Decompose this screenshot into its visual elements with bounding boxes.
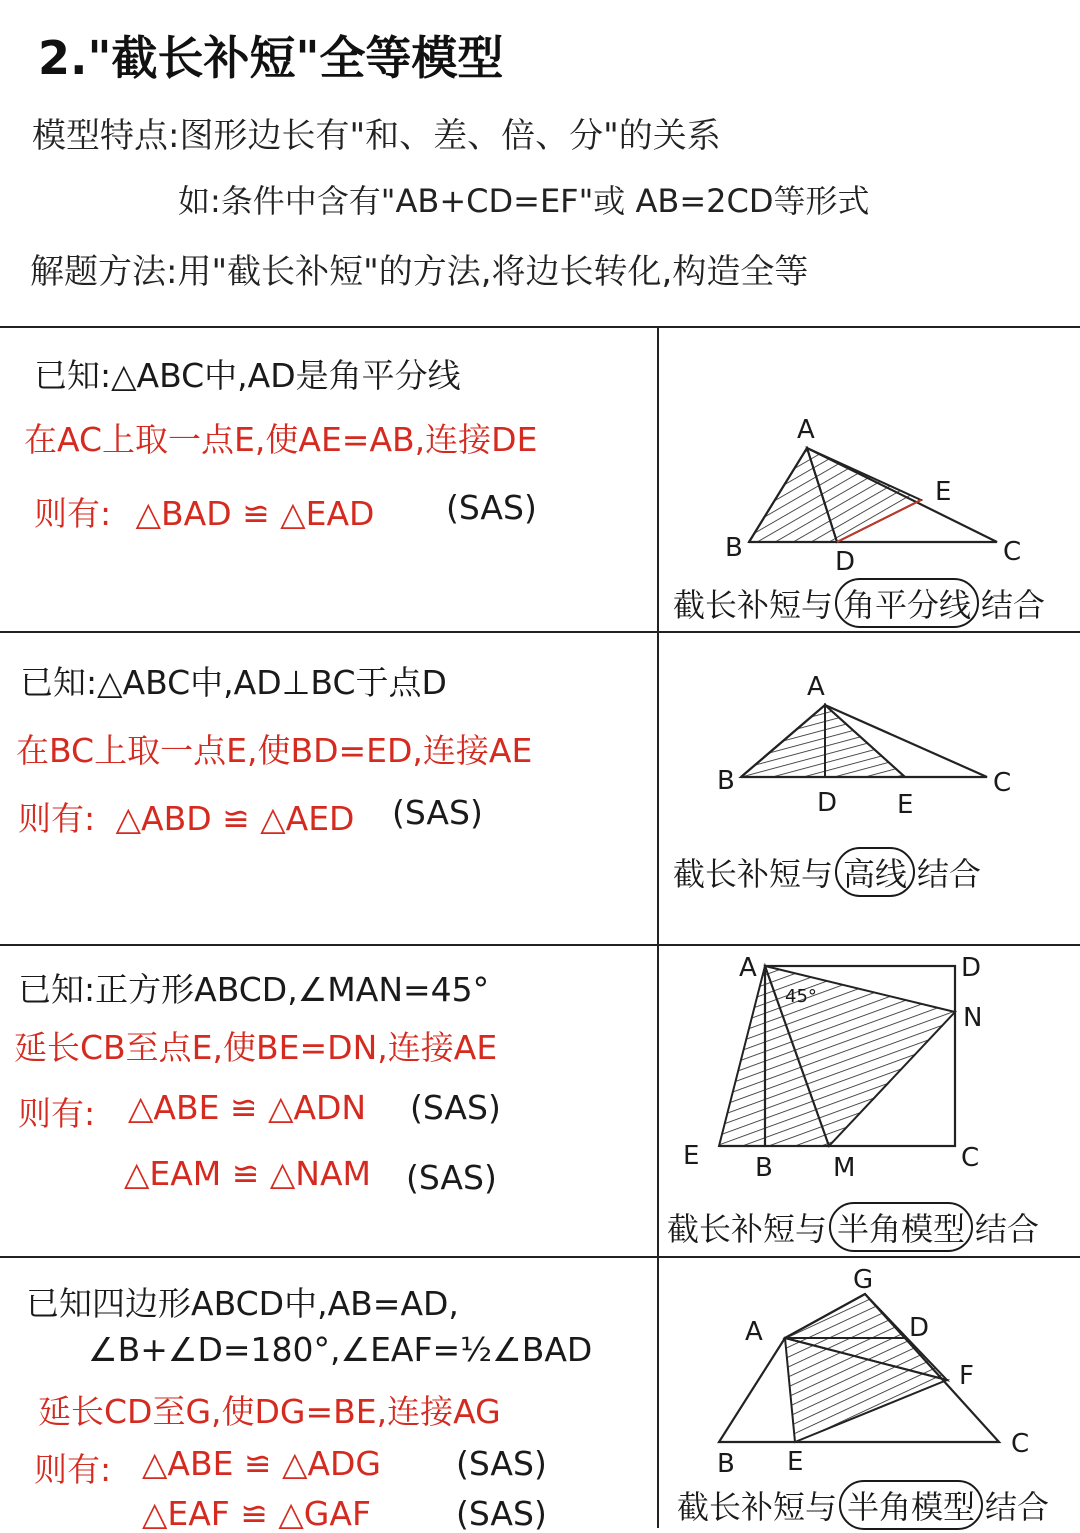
angle-mark-45: 45° (785, 986, 817, 1007)
caption-suffix: 结合 (975, 1210, 1040, 1248)
point-label-b: B (725, 533, 743, 563)
point-label-a: A (797, 415, 815, 445)
congruence-statement: △BAD ≌ △EAD (135, 494, 375, 533)
caption (667, 1202, 1039, 1252)
reason-text: (SAS) (406, 1158, 497, 1197)
caption-prefix: 截长补短与 (673, 855, 834, 893)
method-label: 解题方法: (30, 252, 178, 292)
reason-text: (SAS) (456, 1444, 547, 1483)
result-label: 则有: (34, 1450, 112, 1489)
caption-suffix: 结合 (985, 1488, 1050, 1526)
method-line (30, 244, 808, 293)
section-2-text (0, 633, 655, 944)
congruence-statement: △EAF ≌ △GAF (142, 1494, 371, 1533)
given-text: 已知:△ABC中,AD⊥BC于点D (20, 663, 447, 702)
point-label-a: A (745, 1317, 763, 1347)
section-3-text (0, 946, 655, 1256)
point-label-d: D (909, 1313, 930, 1343)
caption-circled: 半角模型 (829, 1202, 973, 1252)
point-label-b: B (717, 1449, 735, 1479)
congruence-statement: △ABD ≌ △AED (115, 799, 355, 838)
point-label-d: D (817, 788, 838, 818)
reason-text: (SAS) (456, 1494, 547, 1533)
figure-altitude (659, 633, 1080, 944)
point-label-c: C (1011, 1429, 1030, 1459)
caption (673, 847, 981, 897)
reason-text: (SAS) (392, 793, 483, 832)
result-label: 则有: (18, 799, 96, 838)
caption-suffix: 结合 (981, 586, 1046, 624)
congruence-statement: △EAM ≌ △NAM (124, 1154, 372, 1193)
page-title: 2."截长补短"全等模型 (38, 31, 504, 85)
reason-text: (SAS) (410, 1088, 501, 1127)
section-2-figure (659, 633, 1080, 944)
section-4-text (0, 1258, 655, 1533)
example-line: 如:条件中含有"AB+CD=EF"或 AB=2CD等形式 (178, 182, 870, 220)
point-label-b: B (755, 1153, 773, 1183)
given-text: 已知四边形ABCD中,AB=AD, (26, 1284, 459, 1323)
construction-text: 延长CB至点E,使BE=DN,连接AE (14, 1028, 498, 1067)
point-label-f: F (959, 1361, 974, 1391)
caption (677, 1480, 1049, 1530)
result-line (18, 793, 354, 840)
model-feature-line (32, 108, 721, 157)
point-label-e: E (787, 1447, 804, 1477)
caption-circled: 半角模型 (839, 1480, 983, 1530)
result-line (34, 488, 374, 535)
point-label-a: A (807, 672, 825, 702)
point-label-e: E (935, 477, 952, 507)
congruence-statement: △ABE ≌ △ADN (128, 1088, 367, 1127)
section-4-figure (659, 1258, 1080, 1528)
reason-text: (SAS) (446, 488, 537, 527)
point-label-d: D (961, 953, 982, 983)
caption-circled: 角平分线 (835, 578, 979, 628)
point-label-c: C (1003, 537, 1022, 567)
caption-prefix: 截长补短与 (667, 1210, 828, 1248)
point-label-n: N (963, 1003, 983, 1033)
congruence-statement: △ABE ≌ △ADG (142, 1444, 382, 1483)
point-label-c: C (993, 768, 1012, 798)
caption-suffix: 结合 (917, 855, 982, 893)
caption-prefix: 截长补短与 (673, 586, 834, 624)
point-label-e: E (897, 790, 914, 820)
header (0, 0, 1080, 325)
section-1-figure (659, 328, 1080, 631)
caption-circled: 高线 (835, 847, 915, 897)
feature-label: 模型特点: (32, 116, 180, 156)
result-label: 则有: (18, 1094, 96, 1133)
point-label-d: D (835, 547, 856, 577)
point-label-e: E (683, 1141, 700, 1171)
construction-text: 在AC上取一点E,使AE=AB,连接DE (24, 420, 538, 459)
construction-text: 延长CD至G,使DG=BE,连接AG (38, 1392, 501, 1431)
point-label-g: G (853, 1265, 874, 1295)
result-label: 则有: (34, 494, 112, 533)
method-text: 用"截长补短"的方法,将边长转化,构造全等 (177, 252, 809, 292)
construction-text: 在BC上取一点E,使BD=ED,连接AE (16, 731, 533, 770)
feature-text: 图形边长有"和、差、倍、分"的关系 (179, 116, 721, 156)
point-label-a: A (739, 953, 757, 983)
given-text: 已知:正方形ABCD,∠MAN=45° (18, 970, 490, 1009)
caption-prefix: 截长补短与 (677, 1488, 838, 1526)
point-label-m: M (833, 1153, 856, 1183)
point-label-c: C (961, 1143, 980, 1173)
point-label-b: B (717, 766, 735, 796)
caption (673, 578, 1045, 628)
given-text: 已知:△ABC中,AD是角平分线 (34, 356, 461, 395)
section-3-figure (659, 946, 1080, 1256)
section-1-text (0, 328, 655, 631)
given-text-2: ∠B+∠D=180°,∠EAF=½∠BAD (88, 1330, 593, 1369)
